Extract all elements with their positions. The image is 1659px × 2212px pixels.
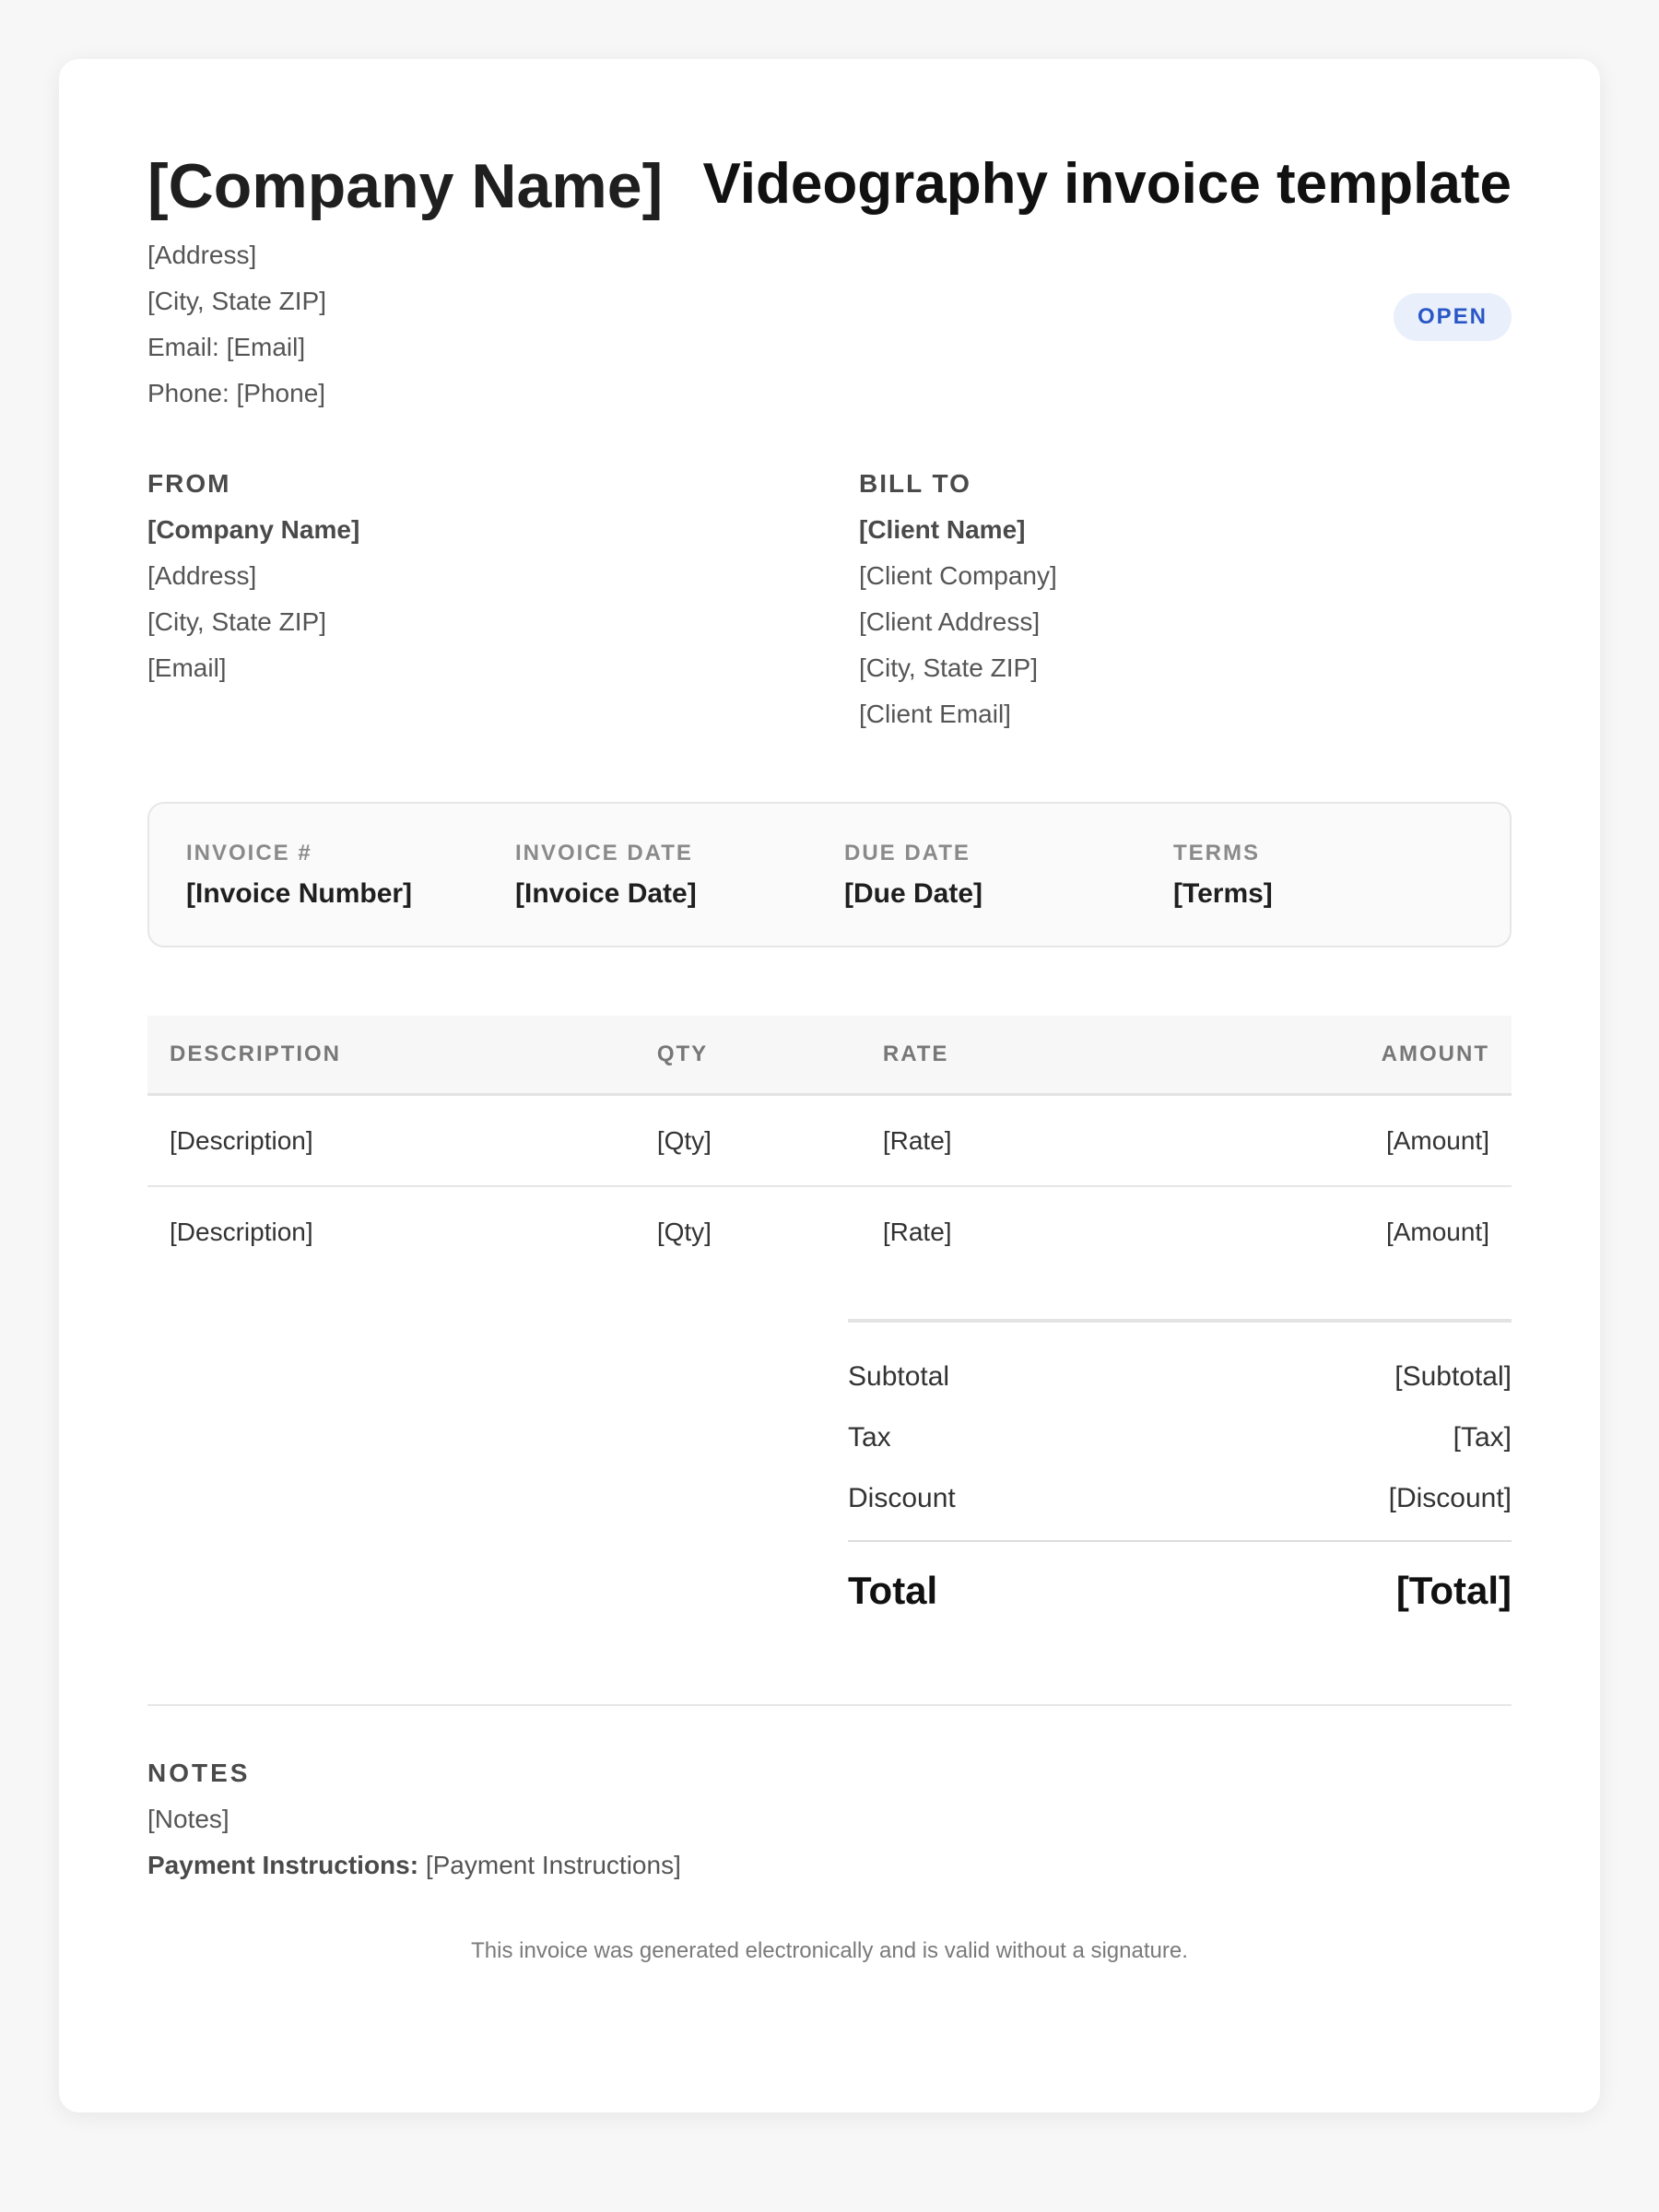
subtotal-value: [Subtotal] — [1394, 1361, 1512, 1392]
payment-instructions — [147, 1842, 1512, 1888]
from-name: [Company Name] — [147, 515, 360, 544]
from-address: [Address] — [147, 561, 257, 590]
line-items-table — [147, 1016, 1512, 1277]
tax-label: Tax — [848, 1422, 891, 1453]
table-header-row — [147, 1016, 1512, 1095]
cell-amount: [Amount] — [1385, 1217, 1489, 1246]
total-row — [848, 1540, 1512, 1627]
footer-note: This invoice was generated electronically and is valid without a signature. — [471, 1938, 1188, 1963]
parties-section — [147, 461, 1512, 802]
discount-label: Discount — [848, 1483, 956, 1513]
client-email: [Client Email] — [859, 700, 1011, 728]
payment-label: Payment Instructions: — [147, 1851, 419, 1879]
cell-amount: [Amount] — [1359, 1095, 1512, 1187]
meta-invoice-number — [186, 839, 412, 916]
notes-heading: NOTES — [147, 1759, 251, 1787]
meta-value: [Due Date] — [844, 878, 983, 909]
total-value: [Total] — [1395, 1569, 1512, 1612]
table-row — [147, 1095, 1512, 1187]
tax-value: [Tax] — [1453, 1422, 1512, 1453]
notes-text: [Notes] — [147, 1805, 229, 1833]
cell-rate: [Rate] — [861, 1095, 1359, 1187]
company-city: [City, State ZIP] — [147, 287, 326, 315]
header-description: DESCRIPTION — [147, 1016, 635, 1095]
invoice-header — [147, 147, 1512, 461]
company-phone: Phone: [Phone] — [147, 379, 326, 407]
cell-rate: [Rate] — [882, 1217, 952, 1246]
client-company: [Client Company] — [859, 561, 1057, 590]
meta-invoice-date — [515, 839, 697, 916]
total-label: Total — [848, 1569, 938, 1612]
cell-description: [Description] — [170, 1217, 313, 1246]
header-amount: AMOUNT — [1359, 1016, 1512, 1095]
discount-row — [848, 1468, 1512, 1529]
status-badge: OPEN — [1394, 293, 1512, 341]
notes-section — [147, 1704, 1512, 1888]
invoice-content — [147, 147, 1512, 1968]
meta-value: [Terms] — [1173, 878, 1273, 909]
bill-to-heading: BILL TO — [859, 469, 971, 498]
meta-due-date — [844, 839, 982, 916]
totals-section — [848, 1319, 1512, 1627]
table-row — [147, 1186, 1512, 1277]
meta-value: [Invoice Number] — [186, 878, 413, 909]
cell-qty: [Qty] — [656, 1217, 712, 1246]
discount-value: [Discount] — [1388, 1483, 1512, 1513]
payment-value: [Payment Instructions] — [425, 1851, 681, 1879]
meta-label: INVOICE # — [186, 841, 312, 865]
client-name: [Client Name] — [859, 515, 1026, 544]
company-address: [Address] — [147, 241, 257, 269]
company-contact — [147, 232, 326, 417]
header-qty: QTY — [635, 1016, 861, 1095]
invoice-card — [59, 59, 1600, 2112]
meta-value: [Invoice Date] — [515, 878, 697, 909]
subtotal-label: Subtotal — [848, 1361, 950, 1392]
from-city: [City, State ZIP] — [147, 607, 326, 636]
bill-to-block — [859, 461, 1057, 737]
cell-description: [Description] — [147, 1095, 635, 1187]
client-city: [City, State ZIP] — [859, 653, 1038, 682]
client-address: [Client Address] — [859, 607, 1041, 636]
meta-terms — [1173, 839, 1273, 916]
meta-label: INVOICE DATE — [515, 841, 693, 865]
meta-label: TERMS — [1173, 841, 1260, 865]
company-email: Email: [Email] — [147, 333, 306, 361]
from-block — [147, 461, 359, 691]
meta-label: DUE DATE — [844, 841, 971, 865]
invoice-meta-box — [147, 802, 1512, 947]
cell-qty: [Qty] — [635, 1095, 861, 1187]
subtotal-row — [848, 1347, 1512, 1407]
from-email: [Email] — [147, 653, 227, 682]
company-name: [Company Name] — [147, 151, 664, 221]
from-heading: FROM — [147, 469, 231, 498]
header-rate: RATE — [861, 1016, 1359, 1095]
tax-row — [848, 1407, 1512, 1468]
document-title: Videography invoice template — [702, 152, 1512, 216]
